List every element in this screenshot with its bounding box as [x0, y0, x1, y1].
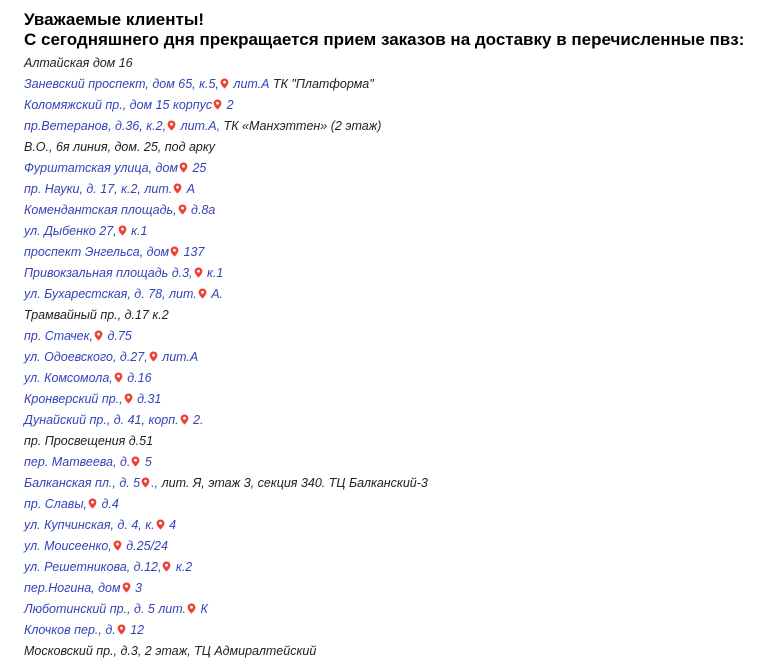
map-pin-icon: [114, 372, 123, 383]
address-detail: д.75: [104, 329, 132, 343]
address-link[interactable]: [24, 515, 782, 536]
address-link[interactable]: [24, 116, 782, 137]
address-link[interactable]: [24, 368, 782, 389]
address-detail: лит.А: [158, 350, 199, 364]
address-text: [24, 305, 782, 326]
address-text: [24, 53, 782, 74]
address-main: Трамвайный пр., д.17 к.2: [24, 308, 169, 322]
address-text: [24, 641, 782, 662]
address-link[interactable]: [24, 179, 782, 200]
address-link[interactable]: [24, 389, 782, 410]
address-link[interactable]: [24, 410, 782, 431]
address-main: Балканская пл., д. 5: [24, 476, 141, 490]
map-pin-icon: [173, 183, 182, 194]
address-main: Фурштатская улица, дом: [24, 161, 178, 175]
address-detail: 2.: [189, 413, 204, 427]
map-pin-icon: [124, 393, 133, 404]
address-link[interactable]: [24, 95, 782, 116]
address-detail: к.2: [172, 560, 193, 574]
map-pin-icon: [88, 498, 97, 509]
map-pin-icon: [94, 330, 103, 341]
address-detail: 2: [223, 98, 234, 112]
address-link[interactable]: [24, 326, 782, 347]
address-link[interactable]: [24, 473, 782, 494]
address-main: ул. Моисеенко,: [24, 539, 112, 553]
map-pin-icon: [149, 351, 158, 362]
address-main: ул. Одоевского, д.27,: [24, 350, 148, 364]
address-detail: д.8а: [187, 203, 216, 217]
address-main: Алтайская дом 16: [24, 56, 133, 70]
address-detail: А: [183, 182, 195, 196]
address-main: Коломяжский пр., дом 15 корпус: [24, 98, 213, 112]
address-main: пр. Стачек,: [24, 329, 93, 343]
map-pin-icon: [220, 78, 229, 89]
address-text: [24, 431, 782, 452]
address-link[interactable]: [24, 452, 782, 473]
address-link[interactable]: [24, 200, 782, 221]
address-main: пер.Ногина, дом: [24, 581, 121, 595]
address-detail: 4: [165, 518, 177, 532]
address-link[interactable]: [24, 536, 782, 557]
address-main: ул. Дыбенко 27,: [24, 224, 117, 238]
address-detail: лит.А,: [177, 119, 221, 133]
address-note: ТК "Платформа": [269, 77, 374, 91]
address-link[interactable]: [24, 557, 782, 578]
address-detail: .,: [151, 476, 159, 490]
address-main: ул. Купчинская, д. 4, к.: [24, 518, 155, 532]
address-main: проспект Энгельса, дом: [24, 245, 170, 259]
address-main: пр. Просвещения д.51: [24, 434, 154, 448]
address-link[interactable]: [24, 284, 782, 305]
address-main: ул. Бухарестская, д. 78, лит.: [24, 287, 197, 301]
map-pin-icon: [179, 162, 188, 173]
notice-page: [24, 10, 782, 662]
address-link[interactable]: [24, 74, 782, 95]
address-detail: д.25/24: [122, 539, 168, 553]
address-note: ТК «Манхэттен» (2 этаж): [220, 119, 382, 133]
address-link[interactable]: [24, 620, 782, 641]
address-detail: д.16: [123, 371, 152, 385]
address-link[interactable]: [24, 578, 782, 599]
address-main: пр. Славы,: [24, 497, 88, 511]
map-pin-icon: [122, 582, 131, 593]
map-pin-icon: [141, 477, 150, 488]
address-main: Кронверский пр.,: [24, 392, 123, 406]
address-detail: лит.А: [229, 77, 270, 91]
address-detail: 3: [131, 581, 142, 595]
address-link[interactable]: [24, 494, 782, 515]
map-pin-icon: [180, 414, 189, 425]
address-detail: 5: [141, 455, 152, 469]
map-pin-icon: [162, 561, 171, 572]
map-pin-icon: [131, 456, 140, 467]
address-main: Дунайский пр., д. 41, корп.: [24, 413, 179, 427]
address-detail: д.4: [98, 497, 119, 511]
address-main: ул. Комсомола,: [24, 371, 113, 385]
address-main: Московский пр., д.3, 2 этаж, ТЦ Адмиралтейский: [24, 644, 317, 658]
address-main: Привокзальная площадь д.3,: [24, 266, 193, 280]
address-main: Клочков пер., д.: [24, 623, 116, 637]
address-main: Люботинский пр., д. 5 лит.: [24, 602, 186, 616]
address-link[interactable]: [24, 263, 782, 284]
address-detail: А.: [207, 287, 224, 301]
address-detail: 25: [189, 161, 207, 175]
address-link[interactable]: [24, 599, 782, 620]
address-main: пер. Матвеева, д.: [24, 455, 131, 469]
map-pin-icon: [117, 624, 126, 635]
address-link[interactable]: [24, 158, 782, 179]
address-detail: д.31: [133, 392, 162, 406]
address-link[interactable]: [24, 221, 782, 242]
address-main: Комендантская площадь,: [24, 203, 177, 217]
map-pin-icon: [170, 246, 179, 257]
address-main: Заневский проспект, дом 65, к.5,: [24, 77, 219, 91]
address-note: лит. Я, этаж 3, секция 340. ТЦ Балканский-3: [158, 476, 428, 490]
map-pin-icon: [118, 225, 127, 236]
greeting-heading: Уважаемые клиенты!: [24, 10, 205, 29]
address-detail: 12: [126, 623, 145, 637]
address-main: В.О., 6я линия, дом. 25, под арку: [24, 140, 216, 154]
address-main: пр.Ветеранов, д.36, к.2,: [24, 119, 167, 133]
map-pin-icon: [187, 603, 196, 614]
address-link[interactable]: [24, 347, 782, 368]
map-pin-icon: [194, 267, 203, 278]
address-detail: к.1: [127, 224, 148, 238]
address-main: пр. Науки, д. 17, к.2, лит.: [24, 182, 173, 196]
address-detail: к.1: [203, 266, 224, 280]
address-detail: К: [197, 602, 208, 616]
map-pin-icon: [178, 204, 187, 215]
address-detail: 137: [180, 245, 205, 259]
map-pin-icon: [167, 120, 176, 131]
address-link[interactable]: [24, 242, 782, 263]
address-text: [24, 137, 782, 158]
address-list: [24, 53, 782, 662]
notice-headline: С сегодняшнего дня прекращается прием заказов на доставку в перечисленные пвз:: [24, 30, 745, 49]
map-pin-icon: [156, 519, 165, 530]
map-pin-icon: [213, 99, 222, 110]
map-pin-icon: [198, 288, 207, 299]
map-pin-icon: [113, 540, 122, 551]
address-main: ул. Решетникова, д.12,: [24, 560, 162, 574]
